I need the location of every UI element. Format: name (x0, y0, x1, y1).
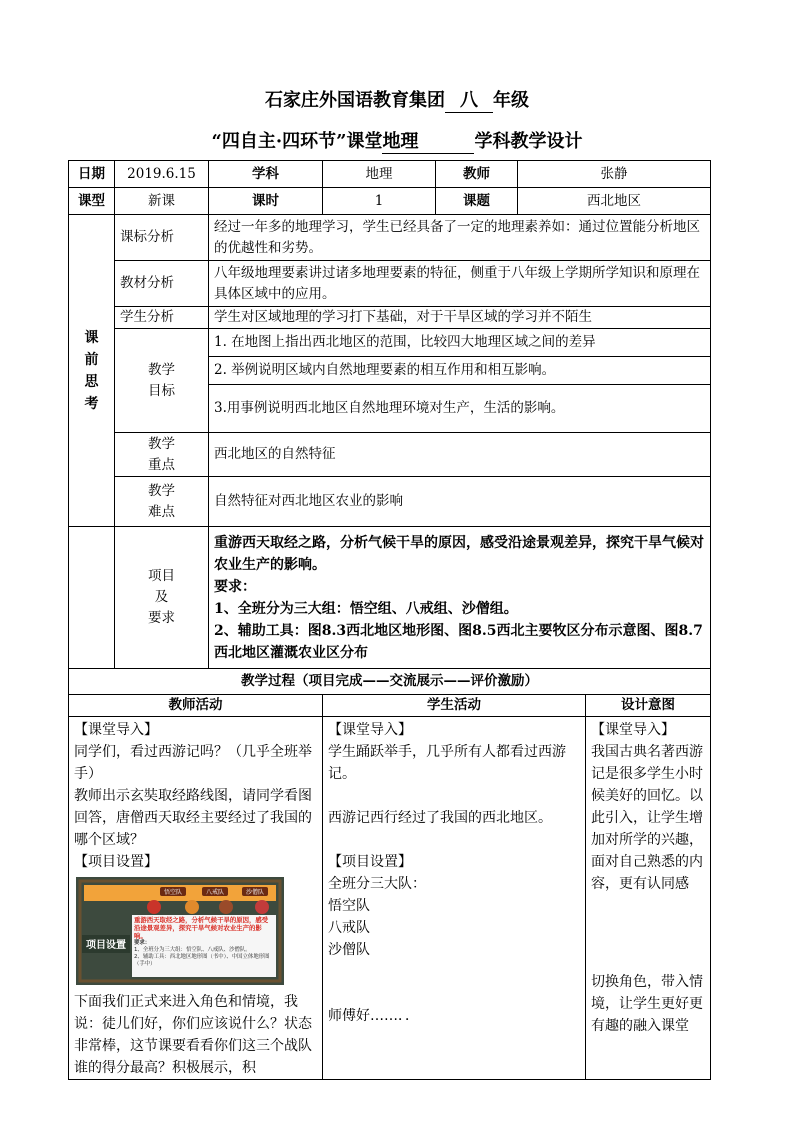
project-text (209, 527, 711, 669)
textbook-text: 八年级地理要素讲过诸多地理要素的特征，侧重于八年级上学期所学知识和原理在具体区域中的应用。 (209, 261, 711, 307)
teacher-activity-cell (69, 717, 323, 1080)
type-value: 新课 (115, 188, 209, 215)
lesson-plan-table (68, 160, 711, 1080)
character-icon-2 (185, 900, 199, 914)
col-student-activity: 学生活动 (323, 695, 586, 717)
project-label: 项目 及 要求 (115, 527, 209, 669)
project-side-blank (69, 527, 115, 669)
teacher-role-text: 下面我们正式来进入角色和情境，我说：徒儿们好，你们应该说什么？状态非常棒，这节课要看看你们这三个战队谁的得分最高？积极展示，积 (74, 994, 312, 1076)
topic-label: 课题 (436, 188, 518, 215)
subject-value: 地理 (323, 161, 436, 188)
team-name-3: 沙僧队 (245, 889, 265, 896)
date-value: 2019.6.15 (115, 161, 209, 188)
key-point-text: 西北地区的自然特征 (209, 433, 711, 477)
process-title-row (69, 669, 711, 695)
textbook-row (69, 261, 711, 307)
course-model: “四自主·四环节”课堂 (211, 131, 383, 152)
activity-row (69, 717, 711, 1080)
slide-req-1: 1、全班分为三大组：悟空队、八戒队、沙僧队。 (134, 947, 251, 953)
subject-blank: 地理 (382, 127, 474, 154)
student-intro-answer: 西游记西行经过了我国的西北地区。 (328, 810, 552, 826)
process-header-row (69, 695, 711, 717)
type-label: 课型 (69, 188, 115, 215)
difficulty-label: 教学 难点 (115, 477, 209, 527)
student-analysis-label: 学生分析 (115, 307, 209, 329)
goals-label: 教学 目标 (115, 329, 209, 433)
teacher-label: 教师 (436, 161, 518, 188)
slide-req-title: 要求： (134, 940, 151, 946)
student-project-text: 全班分三大队： (328, 876, 426, 892)
spacer (328, 829, 580, 851)
key-point-row (69, 433, 711, 477)
topic-value: 西北地区 (518, 188, 711, 215)
school-name: 石家庄外国语教育集团 (265, 90, 445, 111)
student-activity-cell (323, 717, 586, 1080)
intent-intro-tag: 【课堂导入】 (591, 722, 675, 738)
intent-intro-text: 我国古典名著西游记是很多学生小时候美好的回忆。以此引入，让学生增加对所学的兴趣，面对自己熟悉的内容，更有认同感 (591, 744, 703, 892)
character-icon-4 (255, 900, 269, 914)
grade-suffix: 年级 (493, 90, 529, 111)
student-project-tag: 【项目设置】 (328, 854, 412, 870)
teacher-project-tag: 【项目设置】 (74, 854, 158, 870)
goal-1: 1. 在地图上指出西北地区的范围，比较四大地理区域之间的差异 (209, 329, 711, 357)
page-title-school (0, 86, 794, 113)
standard-label: 课标分析 (115, 215, 209, 261)
teacher-intro-text: 同学们，看过西游记吗？（几乎全班举手） (74, 744, 312, 782)
pre-class-side-label: 课 前 思 考 (69, 215, 115, 527)
hours-label: 课时 (209, 188, 323, 215)
teacher-intro-question: 教师出示玄奘取经路线图，请同学看图回答，唐僧西天取经主要经过了我国的哪个区域？ (74, 788, 312, 848)
key-point-label: 教学 重点 (115, 433, 209, 477)
goal-2: 2. 举例说明区域内自然地理要素的相互作用和相互影响。 (209, 357, 711, 385)
project-row (69, 527, 711, 669)
student-intro-text: 学生踊跃举手，几乎所有人都看过西游记。 (328, 744, 566, 782)
project-line-3: 1、全班分为三大组：悟空组、八戒组、沙僧组。 (214, 600, 518, 617)
process-title: 教学过程（项目完成——交流展示——评价激励） (69, 669, 711, 695)
slide-req-2: 2、辅助工具：西北地区地形图（书中）、中国立体地形图（手中） (134, 954, 270, 967)
project-line-1: 重游西天取经之路，分析气候干旱的原因，感受沿途景观差异，探究干旱气候对农业生产的影响。 (214, 534, 704, 573)
difficulty-row (69, 477, 711, 527)
design-intent-cell (586, 717, 711, 1080)
slide-graphic (76, 877, 284, 985)
info-row-1 (69, 161, 711, 188)
student-analysis-row (69, 307, 711, 329)
student-reply: 师傅好……．． (328, 1008, 419, 1024)
team-badges (160, 887, 268, 896)
goal-row-1 (69, 329, 711, 357)
project-setting-slide (76, 877, 284, 985)
textbook-label: 教材分析 (115, 261, 209, 307)
date-label: 日期 (69, 161, 115, 188)
standard-row (69, 215, 711, 261)
team-name-1: 悟空队 (163, 889, 183, 896)
student-team-2: 八戒队 (328, 920, 370, 936)
design-suffix: 学科教学设计 (474, 131, 583, 152)
slide-task: 重游西天取经之路，分析气候干旱的原因，感受沿途景观差异，探究干旱气候对农业生产的影响。 (134, 916, 269, 940)
goal-3: 3.用事例说明西北地区自然地理环境对生产，生活的影响。 (209, 385, 711, 433)
spacer (591, 895, 705, 971)
standard-text: 经过一年多的地理学习，学生已经具备了一定的地理素养如：通过位置能分析地区的优越性和劣势。 (209, 215, 711, 261)
student-team-1: 悟空队 (328, 898, 370, 914)
project-line-4: 2、辅助工具：图8.3西北地区地形图、图8.5西北主要牧区分布示意图、图8.7西北地区灌溉农业区分布 (214, 622, 703, 661)
subject-label: 学科 (209, 161, 323, 188)
teacher-value: 张静 (518, 161, 711, 188)
teacher-intro-tag: 【课堂导入】 (74, 722, 158, 738)
team-name-2: 八戒队 (205, 889, 225, 896)
student-analysis-text: 学生对区域地理的学习打下基础，对于干旱区域的学习并不陌生 (209, 307, 711, 329)
intent-role-text: 切换角色，带入情境，让学生更好更有趣的融入课堂 (591, 974, 703, 1034)
hours-value: 1 (323, 188, 436, 215)
info-row-2 (69, 188, 711, 215)
col-design-intent: 设计意图 (586, 695, 711, 717)
page-title-design (0, 127, 794, 154)
spacer (328, 961, 580, 1005)
student-intro-tag: 【课堂导入】 (328, 722, 412, 738)
project-line-2: 要求： (214, 578, 256, 595)
grade-blank: 八 (445, 86, 493, 113)
slide-title: 项目设置 (86, 940, 126, 951)
slide-text-box (134, 916, 274, 976)
character-icon-1 (147, 900, 161, 914)
spacer (328, 785, 580, 807)
character-icon-3 (219, 900, 233, 914)
student-team-3: 沙僧队 (328, 942, 370, 958)
difficulty-text: 自然特征对西北地区农业的影响 (209, 477, 711, 527)
col-teacher-activity: 教师活动 (69, 695, 323, 717)
